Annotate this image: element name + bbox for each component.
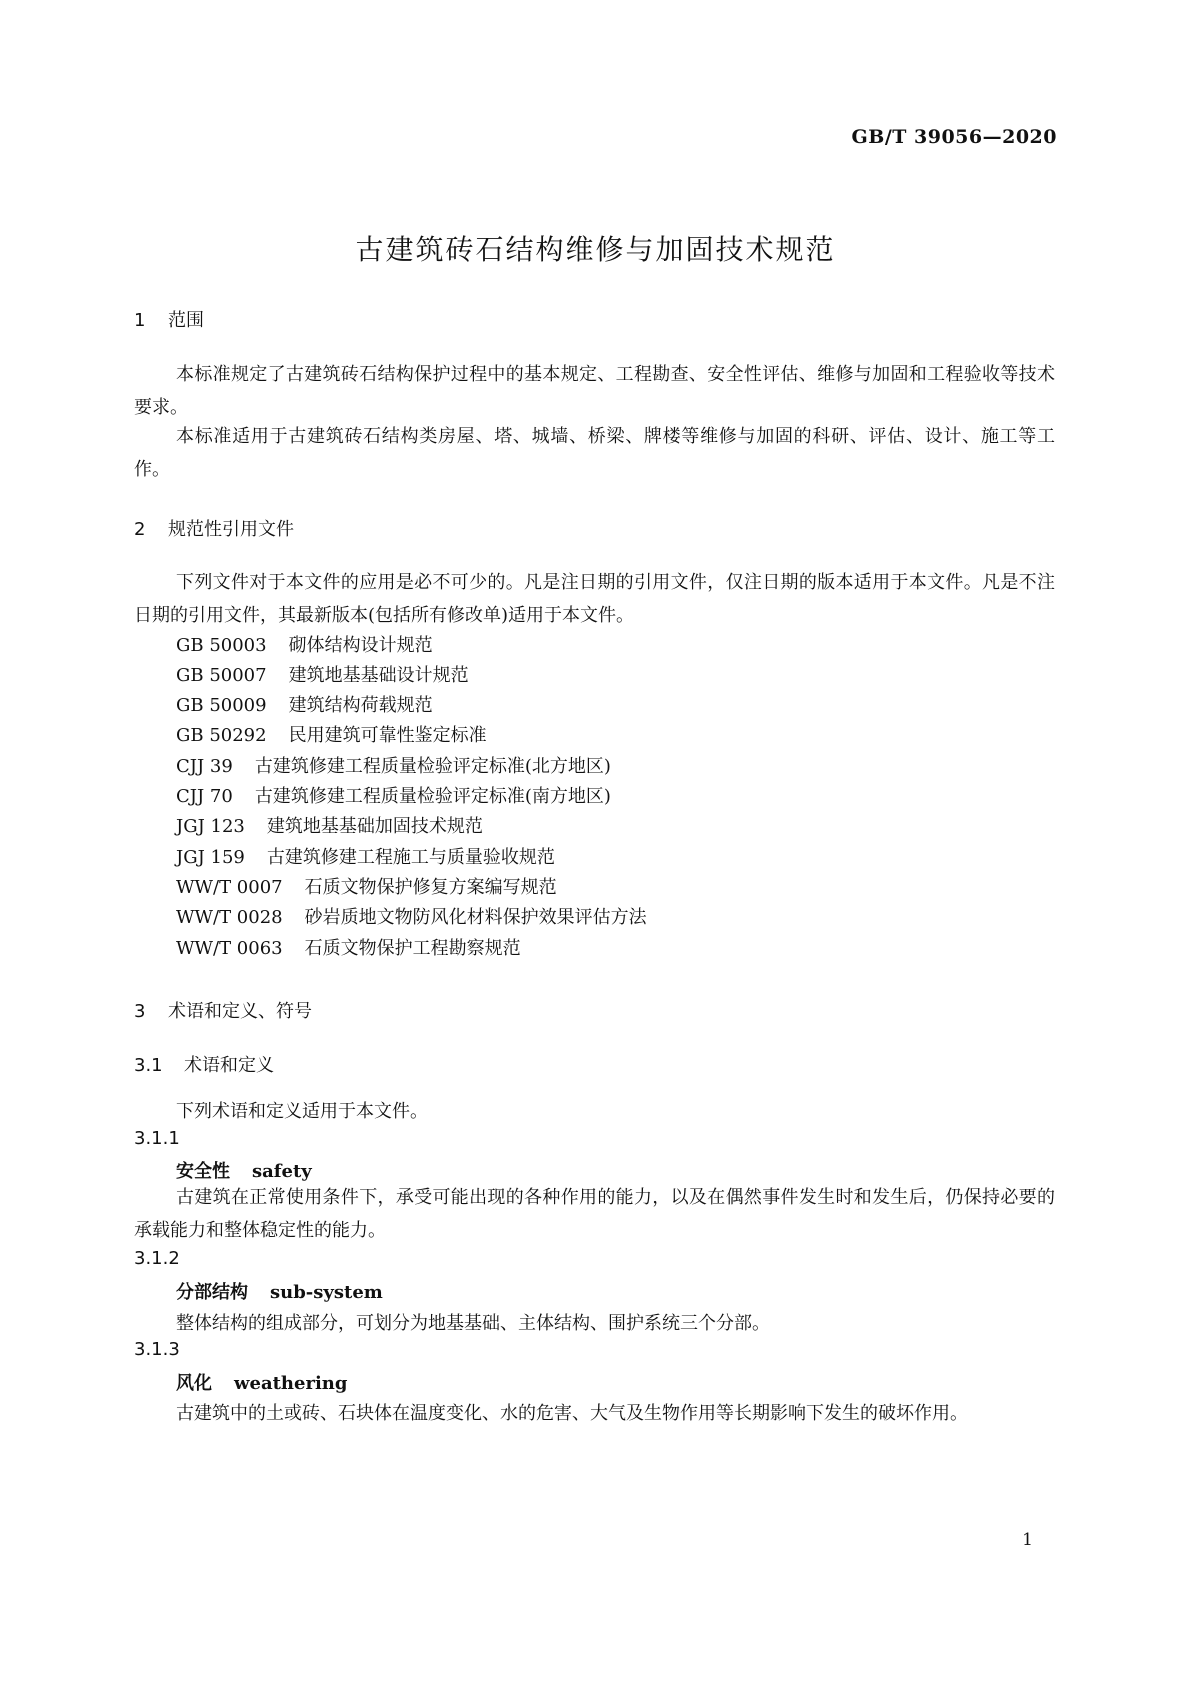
references-intro: 下列文件对于本文件的应用是必不可少的。凡是注日期的引用文件，仅注日期的版本适用于本文件。凡是不注日期的引用文件，其最新版本(包括所有修改单)适用于本文件。: [134, 572, 1055, 626]
term-zh: 风化: [176, 1373, 212, 1394]
section-title: 术语和定义、符号: [168, 1001, 312, 1022]
reference-code: JGJ 159: [176, 847, 245, 868]
scope-paragraph-2: 本标准适用于古建筑砖石结构类房屋、塔、城墙、桥梁、牌楼等维修与加固的科研、评估、设计、施工等工作。: [134, 426, 1055, 480]
reference-item: [176, 661, 469, 691]
reference-title: 石质文物保护修复方案编写规范: [304, 877, 557, 898]
term-zh: 分部结构: [176, 1282, 248, 1303]
reference-title: 砌体结构设计规范: [288, 635, 433, 656]
term-en: safety: [252, 1161, 312, 1182]
term-name: [176, 1157, 312, 1183]
reference-item: [176, 691, 433, 721]
subsection-title: 术语和定义: [184, 1055, 274, 1076]
subsection-number: 3.1: [134, 1055, 163, 1076]
reference-code: GB 50009: [176, 695, 267, 716]
page-title: 古建筑砖石结构维修与加固技术规范: [355, 233, 836, 266]
reference-item: [176, 721, 487, 751]
reference-item: [176, 903, 647, 933]
section-title: 规范性引用文件: [168, 519, 294, 540]
term-en: weathering: [234, 1373, 348, 1394]
clause-number: 3.1.1: [134, 1128, 180, 1149]
term-definition: 整体结构的组成部分，可划分为地基基础、主体结构、围护系统三个分部。: [176, 1313, 770, 1334]
reference-item: [176, 812, 483, 842]
reference-code: CJJ 39: [176, 756, 233, 777]
reference-code: CJJ 70: [176, 786, 233, 807]
section-title: 范围: [168, 310, 204, 331]
section-number: 1: [134, 310, 146, 331]
reference-code: WW/T 0007: [176, 877, 283, 898]
reference-item: [176, 782, 611, 812]
reference-code: GB 50292: [176, 725, 267, 746]
reference-title: 古建筑修建工程施工与质量验收规范: [266, 847, 555, 868]
section-3-heading: [134, 997, 312, 1023]
reference-code: GB 50003: [176, 635, 267, 656]
term-zh: 安全性: [176, 1161, 230, 1182]
term-definition: 古建筑在正常使用条件下，承受可能出现的各种作用的能力，以及在偶然事件发生时和发生后，仍保持必要的承载能力和整体稳定性的能力。: [134, 1187, 1055, 1241]
reference-item: [176, 752, 611, 782]
reference-code: WW/T 0063: [176, 938, 283, 959]
reference-item: [176, 631, 433, 661]
reference-title: 砂岩质地文物防风化材料保护效果评估方法: [304, 907, 647, 928]
reference-code: JGJ 123: [176, 816, 245, 837]
standard-code: GB/T 39056—2020: [851, 126, 1057, 148]
subsection-heading: [134, 1051, 274, 1077]
reference-code: GB 50007: [176, 665, 267, 686]
reference-title: 建筑地基基础加固技术规范: [266, 816, 483, 837]
reference-item: [176, 934, 521, 964]
section-2-heading: [134, 515, 294, 541]
section-number: 2: [134, 519, 146, 540]
clause-number: 3.1.3: [134, 1339, 180, 1360]
terms-intro: 下列术语和定义适用于本文件。: [176, 1101, 428, 1122]
reference-title: 建筑地基基础设计规范: [288, 665, 469, 686]
section-number: 3: [134, 1001, 146, 1022]
clause-number: 3.1.2: [134, 1248, 180, 1269]
reference-title: 古建筑修建工程质量检验评定标准(南方地区): [254, 786, 611, 807]
page-number: 1: [1022, 1530, 1033, 1550]
reference-item: [176, 873, 557, 903]
term-definition: 古建筑中的土或砖、石块体在温度变化、水的危害、大气及生物作用等长期影响下发生的破坏作用。: [176, 1403, 968, 1424]
term-name: [176, 1369, 347, 1395]
reference-item: [176, 843, 555, 873]
reference-title: 古建筑修建工程质量检验评定标准(北方地区): [254, 756, 611, 777]
section-1-heading: [134, 306, 204, 332]
reference-title: 石质文物保护工程勘察规范: [304, 938, 521, 959]
scope-paragraph-1: 本标准规定了古建筑砖石结构保护过程中的基本规定、工程勘查、安全性评估、维修与加固和工程验收等技术要求。: [134, 364, 1055, 418]
reference-code: WW/T 0028: [176, 907, 283, 928]
term-name: [176, 1278, 383, 1304]
term-en: sub-system: [270, 1282, 383, 1303]
reference-title: 建筑结构荷载规范: [288, 695, 433, 716]
reference-title: 民用建筑可靠性鉴定标准: [288, 725, 487, 746]
